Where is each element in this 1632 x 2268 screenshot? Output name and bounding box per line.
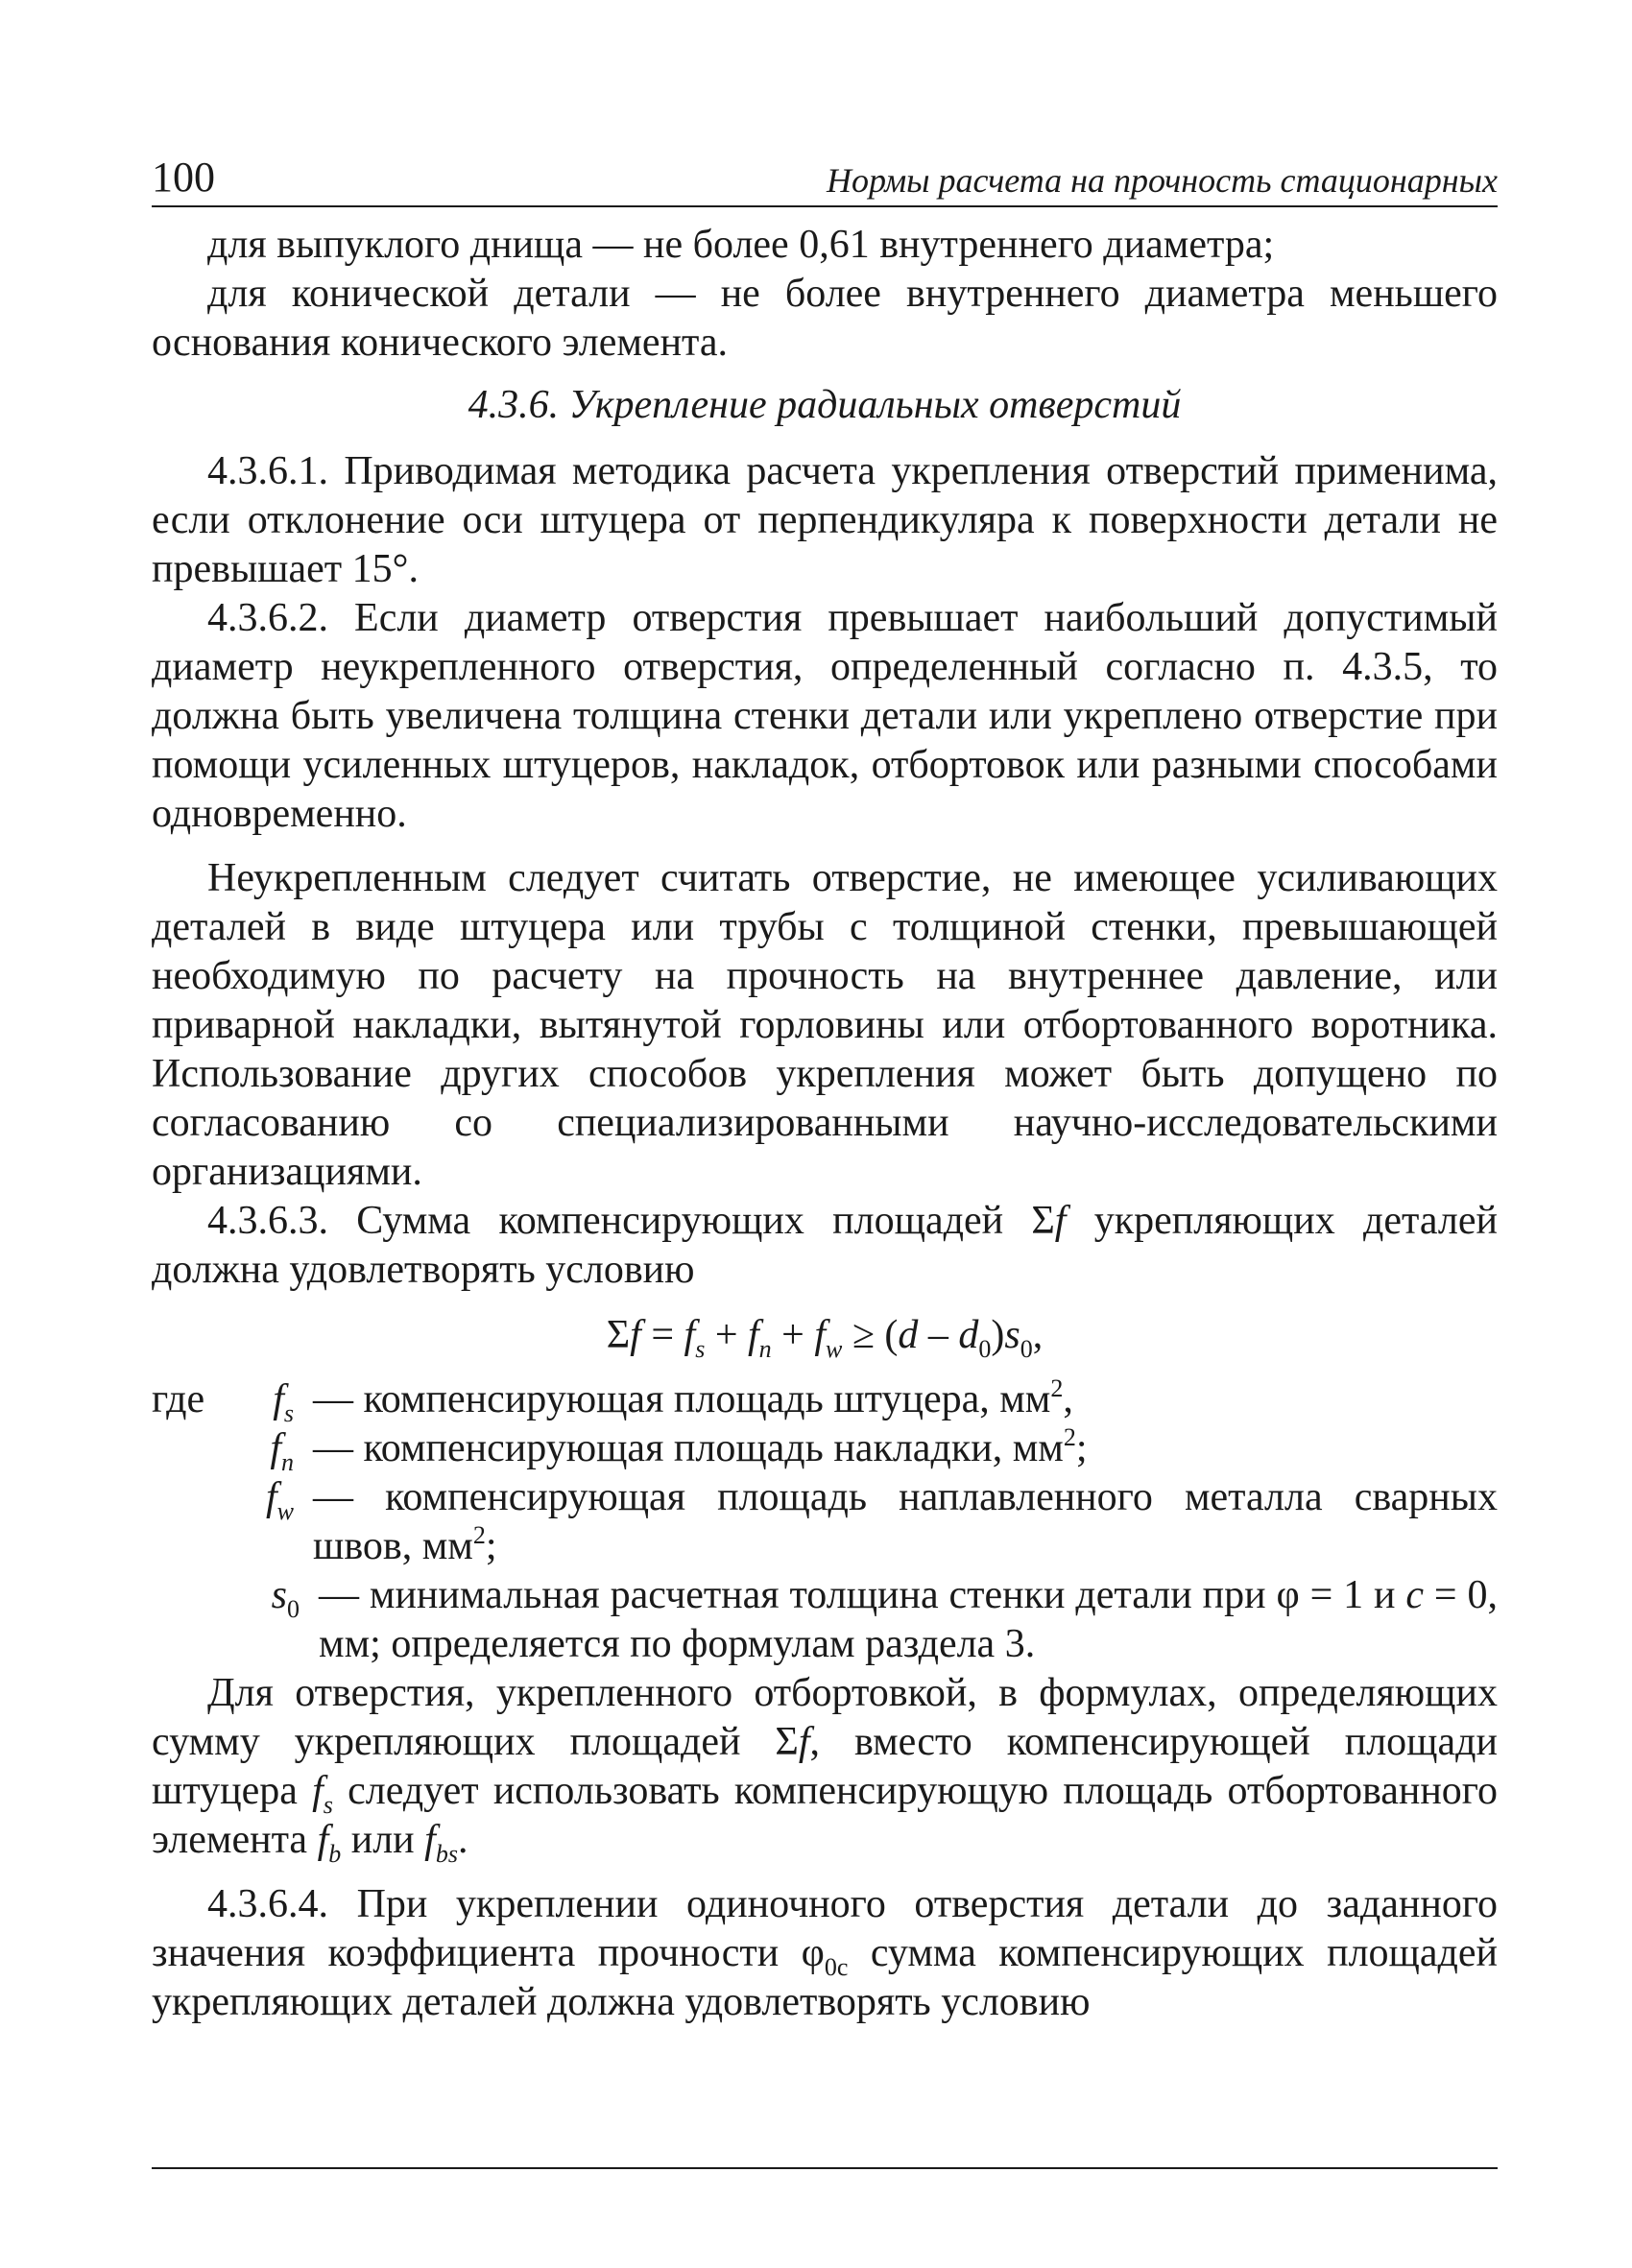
definition-fw-text: — компенсирующая площадь наплавленного металла сварных швов, $мм^2$;	[313, 1475, 1498, 1568]
section-title: 4.3.6. Укрепление радиальных отверстий	[468, 383, 1182, 427]
paragraph-unreinforced: Неукрепленным следует считать отверстие, не имеющее усиливающих деталей в виде штуцера или трубы с толщиной стенки, превышающей необходимую по расчету на прочность на внутреннее давление, или приварной накладки, вытянутой горловины или отбортованного воротника. Использование других способов укрепления может быть допущено по согласованию со специализированными научно-исследовательскими организациями.	[152, 856, 1498, 1194]
symbol-fs: $f_s$	[273, 1377, 294, 1427]
page-header	[152, 154, 1498, 202]
definition-fn-text: — компенсирующая площадь накладки, $мм^2$;	[313, 1423, 1088, 1470]
body-text	[152, 221, 1498, 2027]
paragraph-convex-head: для выпуклого днища — не более 0,61 внутреннего диаметра;	[207, 223, 1275, 267]
where-label: где	[152, 1377, 205, 1421]
definition-fs	[152, 1374, 1498, 1427]
definition-fs-text: — компенсирующая площадь штуцера, $мм^2$,	[313, 1374, 1073, 1421]
paragraph-4-3-6-1: 4.3.6.1. Приводимая методика расчета укрепления отверстий применима, если отклонение оси штуцера от перпендикуляра к поверхности детали не превышает 15°.	[152, 449, 1498, 591]
paragraph-conical-part: для конической детали — не более внутреннего диаметра меньшего основания конического элемента.	[152, 272, 1498, 365]
footer-rule	[152, 2167, 1498, 2169]
paragraph-4-3-6-3: 4.3.6.3. Сумма компенсирующих площадей Σf укрепляющих деталей должна удовлетворять условию	[152, 1199, 1498, 1292]
paragraph-4-3-6-4: 4.3.6.4. При укреплении одиночного отверстия детали до заданного значения коэффициента прочности $\varphi_{0c}$ сумма компенсирующих площадей укрепляющих деталей должна удовлетворять условию	[152, 1882, 1498, 2024]
page-number: 100	[152, 154, 215, 201]
formula-area-sum: $\Sigma f = f_s + f_n + f_w \ge (d - d_0)s_0$,	[606, 1313, 1044, 1363]
definition-fw	[152, 1473, 1498, 1571]
spacer	[152, 839, 1498, 854]
symbol-fw: $f_w$	[265, 1475, 294, 1525]
definition-s0-text: — минимальная расчетная толщина стенки детали при φ = 1 и c = 0, мм; определяется по формулам раздела 3.	[319, 1573, 1498, 1666]
symbol-fn: $f_n$	[270, 1426, 294, 1476]
spacer	[152, 1865, 1498, 1880]
running-title: Нормы расчета на прочность стационарных	[827, 161, 1498, 200]
symbol-s0: $s_0$	[271, 1573, 300, 1623]
definition-s0	[152, 1571, 1498, 1669]
paragraph-4-3-6-2: 4.3.6.2. Если диаметр отверстия превышает наибольший допустимый диаметр неукрепленного отверстия, определенный согласно п. 4.3.5, то должна быть увеличена толщина стенки детали или укреплено отверстие при помощи усиленных штуцеров, накладок, отбортовок или разными способами одновременно.	[152, 596, 1498, 836]
definition-fn	[152, 1423, 1498, 1476]
definitions-list	[152, 1375, 1498, 1669]
header-rule	[152, 205, 1498, 207]
paragraph-flanged-opening: Для отверстия, укрепленного отбортовкой, в формулах, определяющих сумму укрепляющих площадей Σf, вместо компенсирующей площади штуцера $f_s$ следует использовать компенсирующую площадь отбортованного элемента $f_b$ или $f_{bs}$.	[152, 1671, 1498, 1868]
